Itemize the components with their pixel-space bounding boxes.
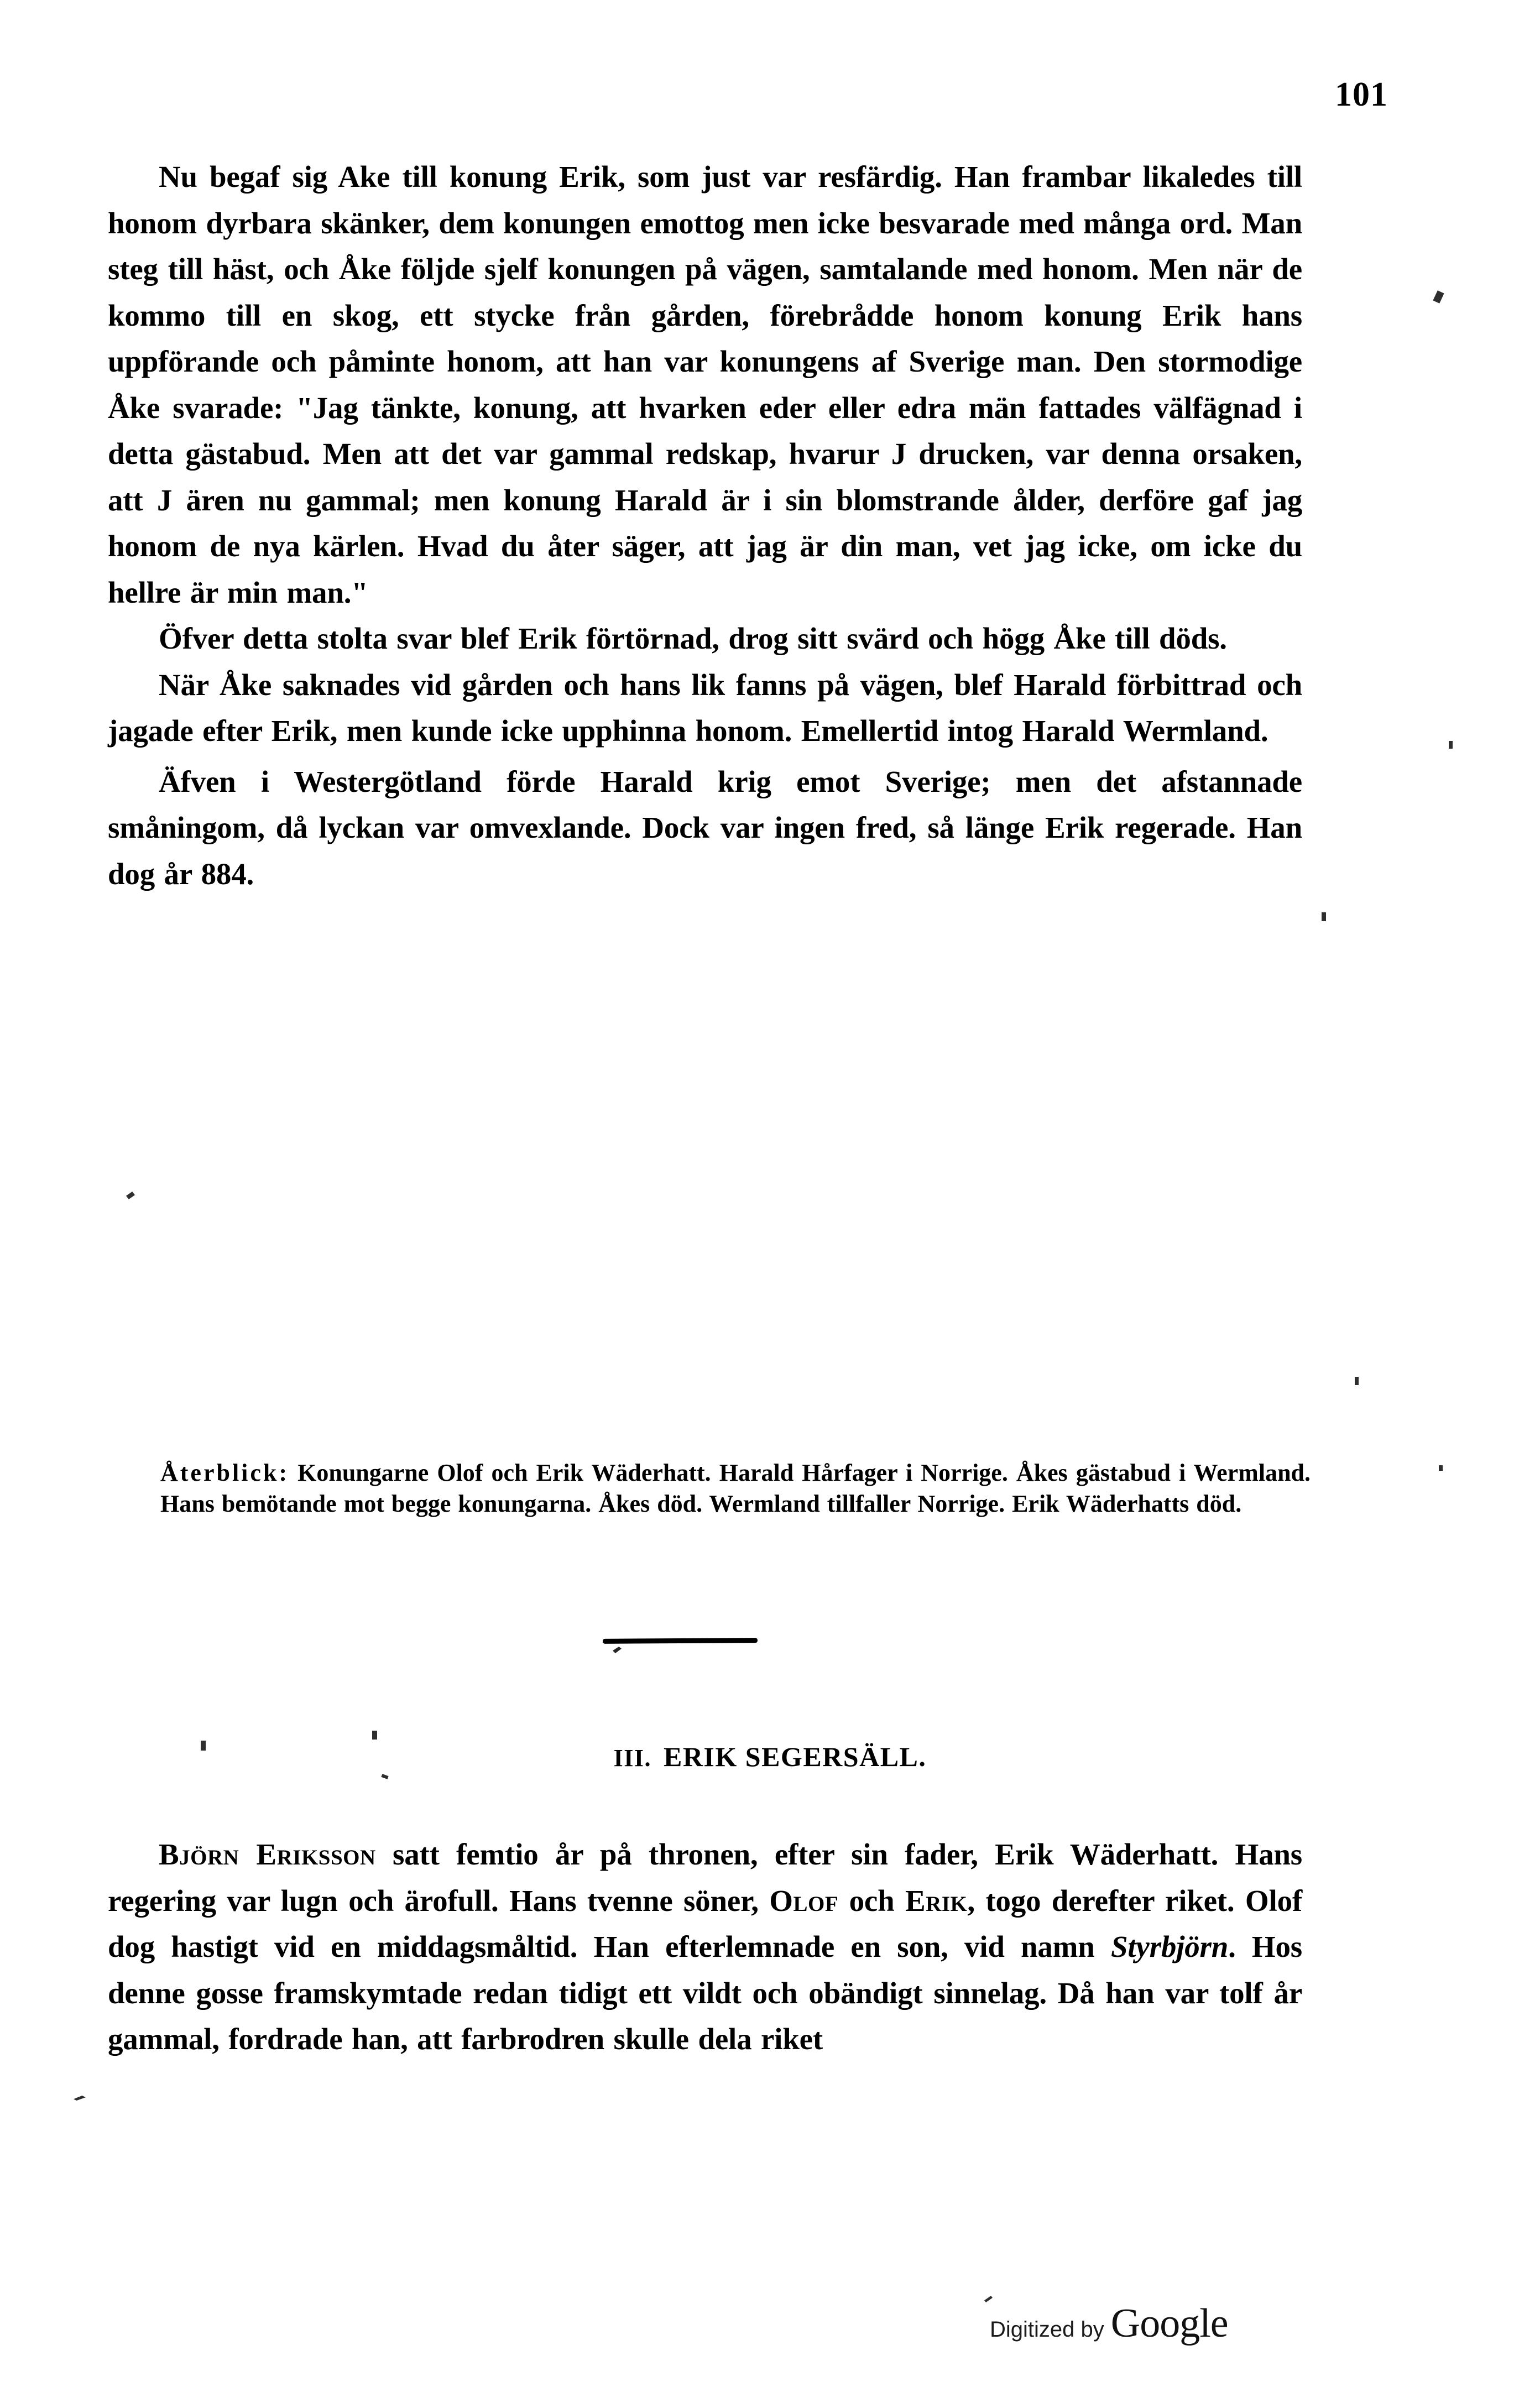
section-title: ERIK SEGERSÄLL. <box>663 1741 927 1772</box>
name-styrbjorn: Styrbjörn <box>1110 1930 1229 1963</box>
name-erik: Erik <box>905 1883 968 1918</box>
paragraph-spacer <box>108 754 1302 759</box>
recap-label: Återblick: <box>160 1459 290 1486</box>
ink-speck <box>201 1741 206 1751</box>
ink-speck <box>126 1192 135 1199</box>
ink-speck <box>74 2096 86 2101</box>
recap-block <box>160 1458 1311 1519</box>
page-number: 101 <box>1335 76 1388 113</box>
ink-speck <box>1322 912 1326 921</box>
ink-speck <box>1439 1465 1443 1471</box>
divider-ink-speck <box>613 1647 622 1653</box>
watermark-prefix: Digitized by <box>990 2317 1104 2342</box>
section-heading <box>0 1741 1540 1773</box>
paragraph-text: . Hos denne gosse framskymtade redan tidigt ett vildt och obändigt sinnelag. Då han var tolf år gammal, fordrade han, att farbrodren skulle dela riket <box>108 1930 1303 2056</box>
ink-speck <box>1449 741 1453 749</box>
paragraph <box>108 1831 1302 2062</box>
recap-text: Konungarne Olof och Erik Wäderhatt. Harald Hårfager i Norrige. Åkes gästabud i Wermland. Hans bemötande mot begge konungarna. Åkes död. Wermland tillfaller Norrige. Erik Wäderhatts död. <box>160 1459 1311 1517</box>
paragraph-text: , togo derefter riket. Olof dog hastigt vid en middagsmåltid. Han efterlemnade en son, vid namn <box>108 1883 1302 1963</box>
main-text-block <box>108 154 1302 897</box>
ink-speck <box>381 1774 388 1779</box>
paragraph-text: satt femtio år på thronen, efter sin fader, Erik Wäderhatt. Hans regering var lugn och ärofull. Hans tvenne söner, <box>108 1837 1302 1918</box>
conjunction: och <box>838 1883 905 1918</box>
ink-speck <box>372 1731 377 1740</box>
digitized-by-google-watermark <box>990 2300 1377 2378</box>
section-divider <box>603 1638 758 1644</box>
google-logo: Googlе <box>1110 2301 1228 2346</box>
section-numeral: III. <box>613 1744 651 1772</box>
ink-speck <box>1433 290 1444 304</box>
paragraph: Nu begaf sig Ake till konung Erik, som just var resfärdig. Han frambar likaledes till honom dyrbara skänker, dem konungen emottog men icke besvarade med många ord. Man steg till häst, och Åke följde sjelf konungen på vägen, samtalande med honom. Men när de kommo till en skog, ett stycke från gården, förebrådde honom konung Erik hans uppförande och påminte honom, att han var konungens af Sverige man. Den stormodige Åke svarade: "Jag tänkte, konung, att hvarken eder eller edra män fattades välfägnad i detta gästabud. Men att det var gammal redskap, hvarur J drucken, var denna orsaken, att J ären nu gammal; men konung Harald är i sin blomstrande ålder, derföre gaf jag honom de nya kärlen. Hvad du åter säger, att jag är din man, vet jag icke, om icke du hellre är min man." <box>108 160 1302 609</box>
ink-speck <box>1355 1377 1359 1385</box>
paragraph: Öfver detta stolta svar blef Erik förtörnad, drog sitt svärd och högg Åke till döds. <box>159 621 1227 655</box>
lead-name: Björn Eriksson <box>159 1837 376 1871</box>
paragraph: Äfven i Westergötland förde Harald krig emot Sverige; men det afstannade småningom, då lyckan var omvexlande. Dock var ingen fred, så länge Erik regerade. Han dog år 884. <box>108 764 1302 891</box>
second-text-block <box>108 1831 1302 2062</box>
name-olof: Olof <box>769 1883 839 1918</box>
paragraph: När Åke saknades vid gården och hans lik fanns på vägen, blef Harald förbittrad och jagade efter Erik, men kunde icke upphinna honom. Emellertid intog Harald Wermland. <box>108 667 1302 748</box>
